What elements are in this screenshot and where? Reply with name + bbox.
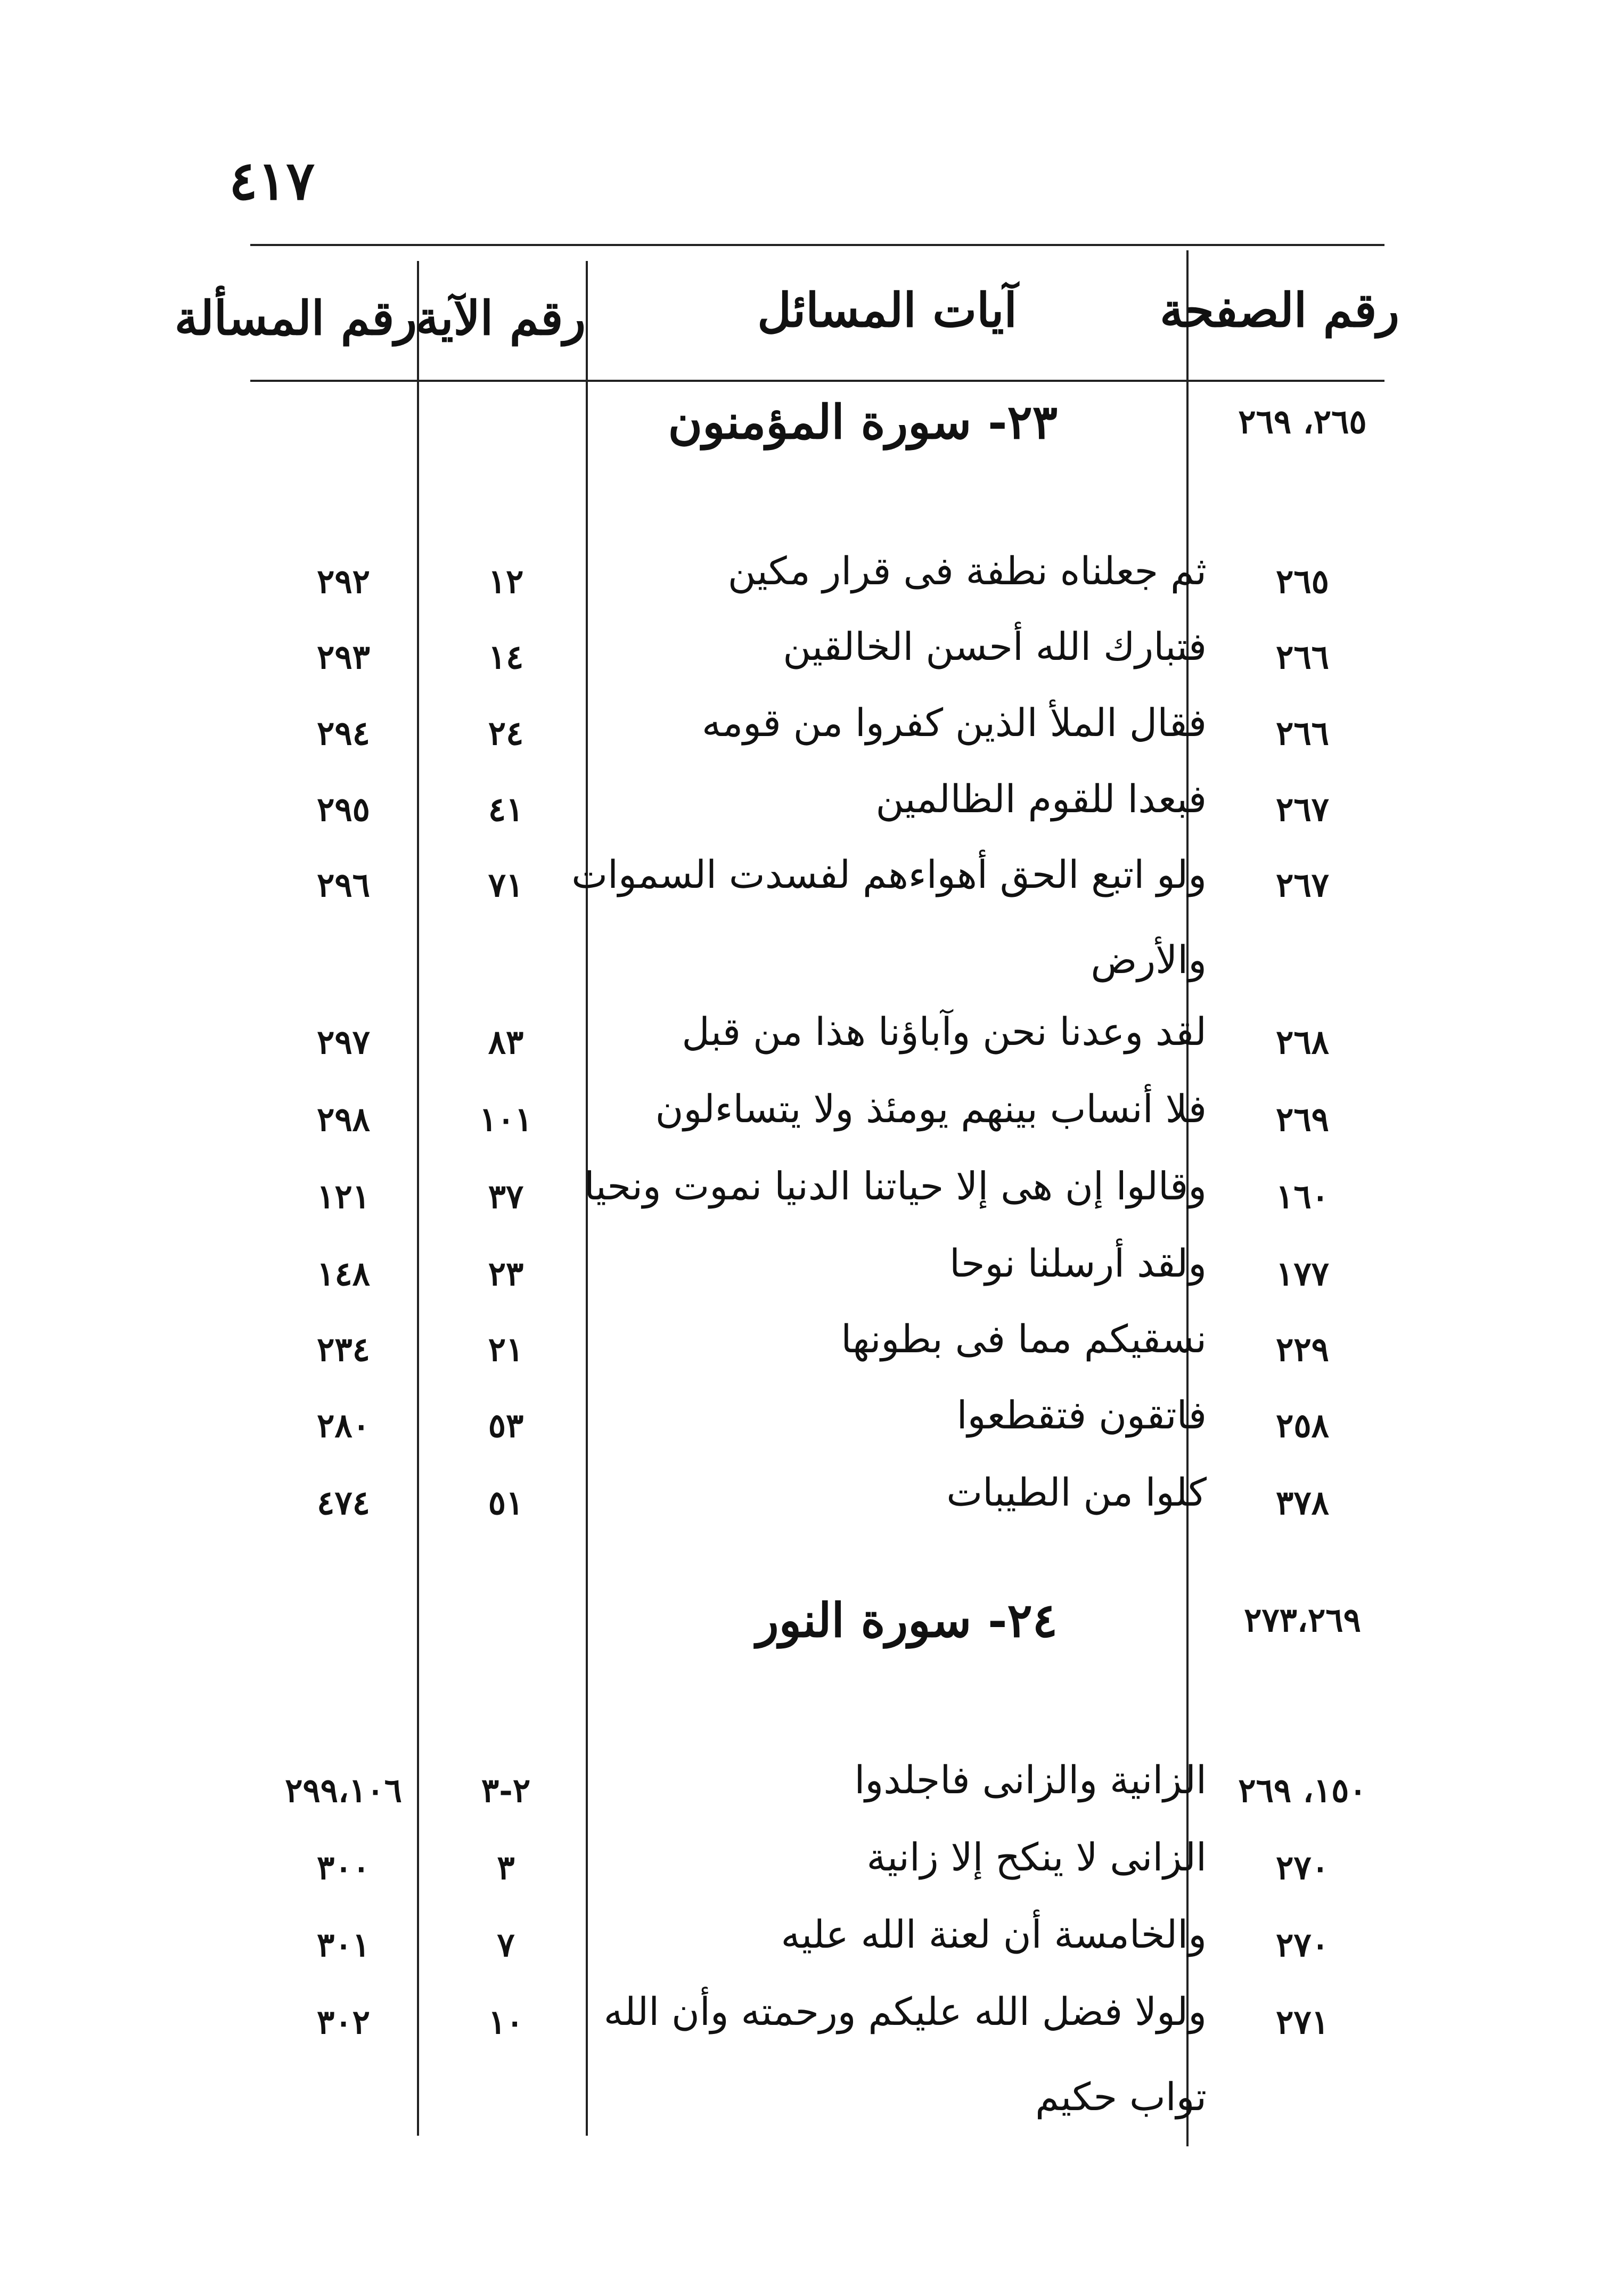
row-ayah-number: ١٠١ — [479, 1100, 532, 1139]
row-masala-number: ٢٩٦ — [317, 865, 370, 904]
row-page-number: ٢٧٠ — [1276, 1848, 1329, 1887]
row-verse-text: تواب حكيم — [1035, 2074, 1207, 2119]
row-page-number: ١٥٠، ٢٦٩ — [1238, 1771, 1367, 1810]
row-ayah-number: ٨٣ — [488, 1023, 524, 1061]
row-page-number: ٢٦٦ — [1276, 714, 1329, 753]
row-page-number: ٢٦٦ — [1276, 638, 1329, 676]
row-ayah-number: ٣ — [497, 1848, 515, 1887]
row-ayah-number: ٧ — [497, 1925, 515, 1964]
surah-title: ٢٣- سورة المؤمنون — [668, 394, 1058, 450]
row-ayah-number: ٢-٣ — [481, 1771, 531, 1810]
row-ayah-number: ١٢ — [488, 562, 524, 601]
row-masala-number: ١٤٨ — [317, 1254, 370, 1293]
row-masala-number: ٣٠١ — [317, 1925, 370, 1964]
row-ayah-number: ٢١ — [488, 1330, 524, 1369]
row-page-number: ٢٥٨ — [1276, 1406, 1329, 1445]
row-page-number: ٢٧٠ — [1276, 1925, 1329, 1964]
row-masala-number: ٢٨٠ — [317, 1406, 370, 1445]
row-page-number: ٣٧٨ — [1276, 1483, 1329, 1522]
row-verse-text: كلوا من الطيبات — [946, 1470, 1207, 1515]
row-verse-text: فبعدا للقوم الظالمين — [875, 777, 1207, 821]
row-page-number: ٢٦٥ — [1276, 562, 1329, 601]
row-masala-number: ٢٩٥ — [317, 790, 370, 829]
row-ayah-number: ٢٣ — [488, 1254, 524, 1293]
row-verse-text: ولو اتبع الحق أهواءهم لفسدت السموات — [571, 852, 1207, 897]
row-ayah-number: ٢٤ — [488, 714, 524, 753]
row-page-number: ٢٦٩ — [1276, 1100, 1329, 1139]
row-ayah-number: ١٤ — [488, 638, 524, 676]
page-number: ٤١٧ — [229, 149, 315, 212]
row-masala-number: ٣٠٢ — [317, 2003, 370, 2041]
row-ayah-number: ١٠ — [488, 2003, 524, 2041]
row-masala-number: ٢٩٢ — [317, 562, 370, 601]
row-page-number: ٢٦٧ — [1276, 790, 1329, 829]
row-masala-number: ٢٩٩،١٠٦ — [285, 1771, 402, 1810]
row-verse-text: والخامسة أن لعنة الله عليه — [781, 1912, 1207, 1957]
row-page-number: ٢٦٨ — [1276, 1023, 1329, 1061]
row-masala-number: ٢٩٧ — [317, 1023, 370, 1061]
row-verse-text: وقالوا إن هى إلا حياتنا الدنيا نموت ونحيا — [584, 1164, 1207, 1208]
row-masala-number: ٣٠٠ — [317, 1848, 370, 1887]
surah-pages: ٢٧٣،٢٦٩ — [1244, 1600, 1361, 1639]
row-masala-number: ٢٩٨ — [317, 1100, 370, 1139]
row-verse-text: ولقد أرسلنا نوحا — [949, 1241, 1207, 1286]
header-verse-column: آيات المسائل — [757, 282, 1017, 338]
top-rule — [250, 244, 1384, 246]
row-page-number: ٢٢٩ — [1276, 1330, 1329, 1369]
row-page-number: ٢٦٧ — [1276, 865, 1329, 904]
row-masala-number: ٢٣٤ — [317, 1330, 370, 1369]
row-ayah-number: ٧١ — [488, 865, 524, 904]
header-bottom-rule — [250, 380, 1384, 382]
row-ayah-number: ٤١ — [488, 790, 524, 829]
row-masala-number: ٤٧٤ — [317, 1483, 370, 1522]
row-verse-text: فاتقون فتقطعوا — [956, 1393, 1207, 1437]
surah-pages: ٢٦٥، ٢٦٩ — [1238, 402, 1367, 441]
surah-title: ٢٤- سورة النور — [756, 1592, 1058, 1648]
row-verse-text: فتبارك الله أحسن الخالقين — [783, 624, 1207, 669]
row-masala-number: ٢٩٤ — [317, 714, 370, 753]
row-ayah-number: ٥١ — [488, 1483, 524, 1522]
row-verse-text: لقد وعدنا نحن وآباؤنا هذا من قبل — [682, 1009, 1207, 1054]
row-verse-text: والأرض — [1091, 937, 1207, 982]
row-verse-text: الزانية والزانى فاجلدوا — [854, 1758, 1207, 1802]
row-verse-text: نسقيكم مما فى بطونها — [841, 1317, 1207, 1361]
row-ayah-number: ٥٣ — [488, 1406, 524, 1445]
row-verse-text: فقال الملأ الذين كفروا من قومه — [702, 700, 1207, 745]
row-verse-text: فلا أنساب بينهم يومئذ ولا يتساءلون — [655, 1086, 1207, 1131]
header-masala-column: رقم المسألة — [174, 290, 417, 346]
row-page-number: ١٦٠ — [1276, 1177, 1329, 1216]
row-verse-text: ثم جعلناه نطفة فى قرار مكين — [727, 549, 1207, 593]
header-ayah-column: رقم الآية — [415, 290, 586, 346]
row-page-number: ٢٧١ — [1276, 2003, 1329, 2041]
header-page-column: رقم الصفحة — [1160, 282, 1399, 338]
row-masala-number: ١٢١ — [317, 1177, 370, 1216]
row-ayah-number: ٣٧ — [488, 1177, 524, 1216]
row-page-number: ١٧٧ — [1276, 1254, 1329, 1293]
row-masala-number: ٢٩٣ — [317, 638, 370, 676]
row-verse-text: الزانى لا ينكح إلا زانية — [866, 1835, 1207, 1880]
row-verse-text: ولولا فضل الله عليكم ورحمته وأن الله — [603, 1989, 1207, 2034]
